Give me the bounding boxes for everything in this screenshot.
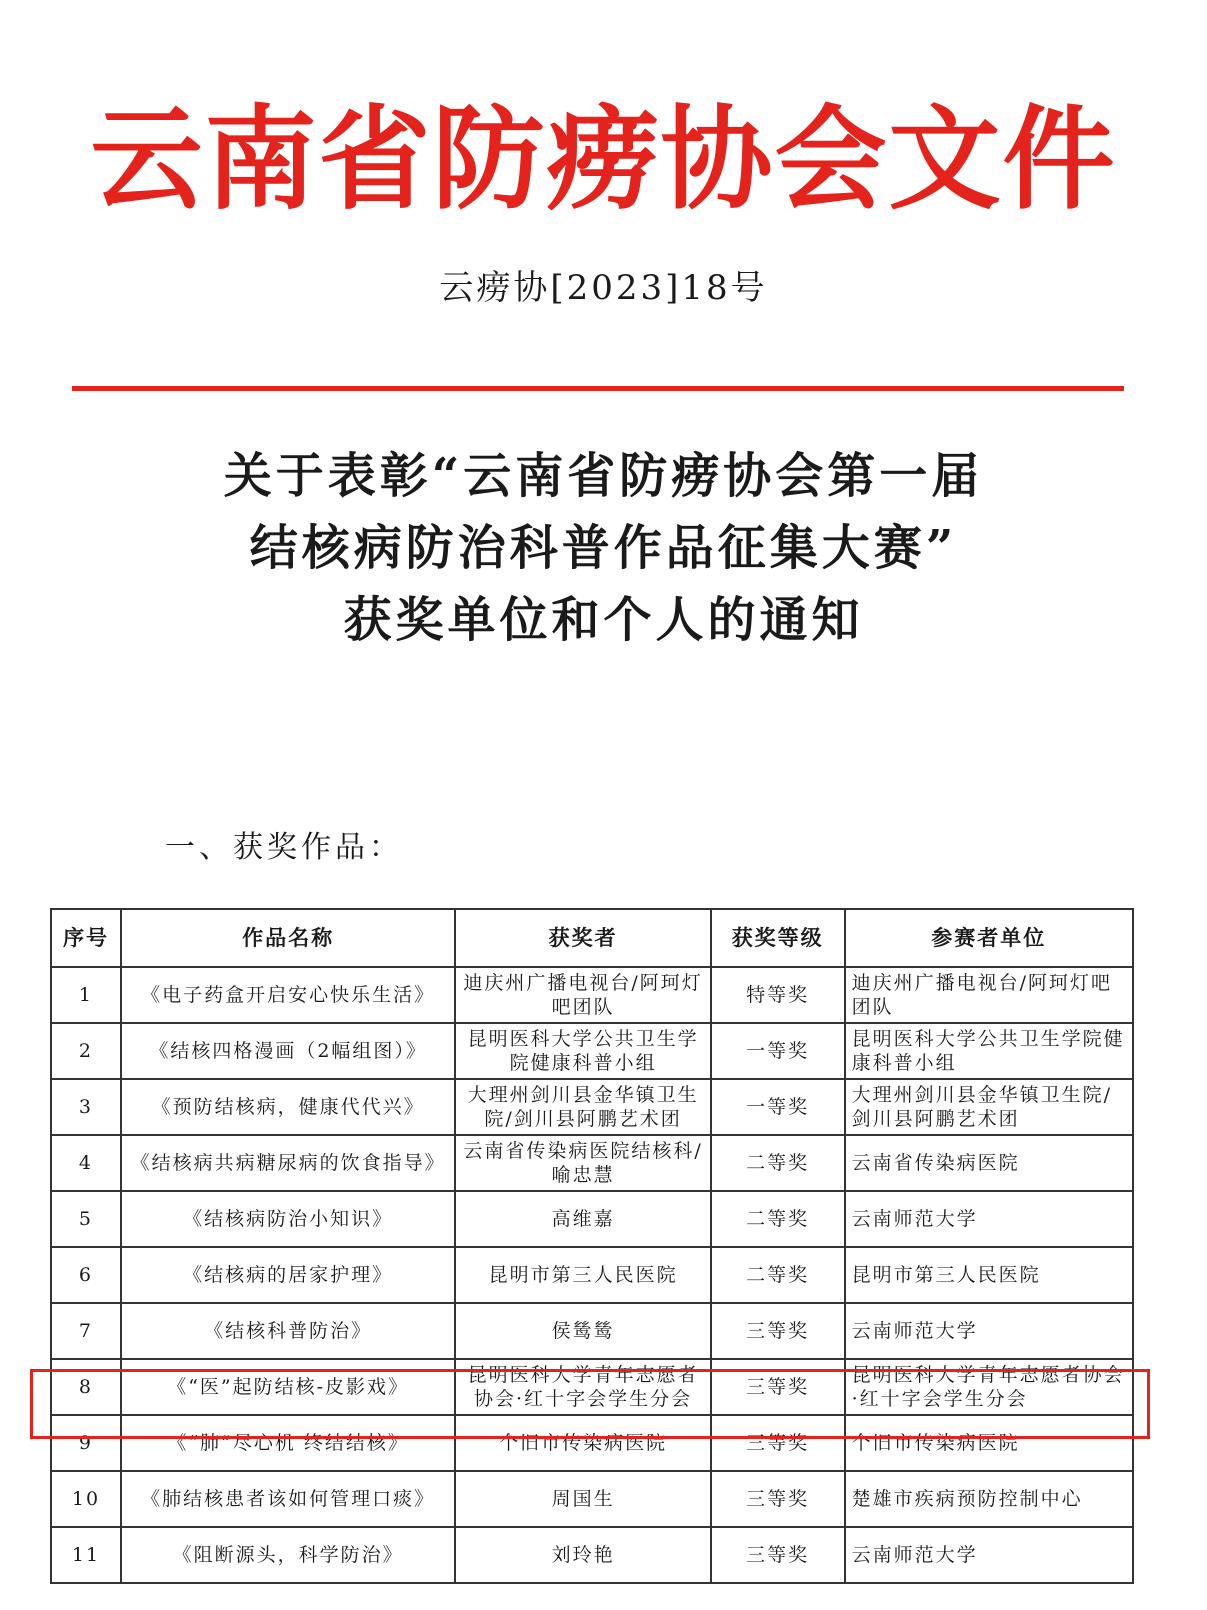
document-number: 云痨协[2023]18号 [439, 268, 768, 308]
cell-work-title: 《“肺”尽心机 终结结核》 [121, 1415, 455, 1471]
masthead-title: 云南省防痨协会文件 [90, 94, 1117, 225]
notice-title-line-3: 获奖单位和个人的通知 [343, 592, 864, 648]
cell-winner: 个旧市传染病医院 [455, 1415, 710, 1471]
red-divider-line [72, 386, 1124, 391]
cell-award-level: 一等奖 [711, 1079, 845, 1135]
header-award-level: 获奖等级 [711, 909, 845, 967]
cell-award-level: 三等奖 [711, 1359, 845, 1415]
cell-award-level: 三等奖 [711, 1471, 845, 1527]
table-row [51, 1079, 1133, 1135]
cell-index: 3 [51, 1079, 121, 1135]
cell-work-title: 《肺结核患者该如何管理口痰》 [121, 1471, 455, 1527]
cell-winner: 刘玲艳 [455, 1527, 710, 1583]
cell-index: 8 [51, 1359, 121, 1415]
table-body [51, 967, 1133, 1583]
cell-winner: 高维嘉 [455, 1191, 710, 1247]
cell-work-title: 《结核四格漫画（2幅组图）》 [121, 1023, 455, 1079]
cell-work-title: 《结核科普防治》 [121, 1303, 455, 1359]
cell-winner: 侯鸶鸶 [455, 1303, 710, 1359]
header-unit: 参赛者单位 [845, 909, 1133, 967]
cell-winner: 昆明市第三人民医院 [455, 1247, 710, 1303]
cell-unit: 昆明医科大学公共卫生学院健康科普小组 [845, 1023, 1133, 1079]
cell-index: 11 [51, 1527, 121, 1583]
cell-work-title: 《结核病共病糖尿病的饮食指导》 [121, 1135, 455, 1191]
table-row [51, 1191, 1133, 1247]
cell-award-level: 二等奖 [711, 1191, 845, 1247]
header-winner: 获奖者 [455, 909, 710, 967]
table-row [51, 1303, 1133, 1359]
cell-work-title: 《阻断源头，科学防治》 [121, 1527, 455, 1583]
table-row [51, 1359, 1133, 1415]
cell-index: 10 [51, 1471, 121, 1527]
table-row [51, 1415, 1133, 1471]
table-row [51, 1023, 1133, 1079]
cell-unit: 云南师范大学 [845, 1527, 1133, 1583]
cell-winner: 迪庆州广播电视台/阿珂灯吧团队 [455, 967, 710, 1023]
cell-index: 5 [51, 1191, 121, 1247]
cell-index: 1 [51, 967, 121, 1023]
cell-work-title: 《结核病防治小知识》 [121, 1191, 455, 1247]
awards-table [50, 908, 1134, 1584]
cell-work-title: 《“医”起防结核-皮影戏》 [121, 1359, 455, 1415]
section-heading: 一、获奖作品： [165, 830, 403, 865]
cell-work-title: 《预防结核病，健康代代兴》 [121, 1079, 455, 1135]
cell-unit: 大理州剑川县金华镇卫生院/剑川县阿鹏艺术团 [845, 1079, 1133, 1135]
header-index: 序号 [51, 909, 121, 967]
cell-award-level: 三等奖 [711, 1415, 845, 1471]
cell-unit: 昆明市第三人民医院 [845, 1247, 1133, 1303]
cell-winner: 昆明医科大学公共卫生学院健康科普小组 [455, 1023, 710, 1079]
cell-unit: 楚雄市疾病预防控制中心 [845, 1471, 1133, 1527]
notice-title-line-1: 关于表彰“云南省防痨协会第一届 [223, 448, 984, 504]
cell-award-level: 三等奖 [711, 1527, 845, 1583]
cell-award-level: 二等奖 [711, 1135, 845, 1191]
cell-index: 6 [51, 1247, 121, 1303]
header-work-title: 作品名称 [121, 909, 455, 967]
cell-winner: 大理州剑川县金华镇卫生院/剑川县阿鹏艺术团 [455, 1079, 710, 1135]
cell-unit: 昆明医科大学青年志愿者协会·红十字会学生分会 [845, 1359, 1133, 1415]
table-row [51, 1247, 1133, 1303]
cell-award-level: 二等奖 [711, 1247, 845, 1303]
cell-unit: 云南省传染病医院 [845, 1135, 1133, 1191]
table-row [51, 1135, 1133, 1191]
cell-unit: 云南师范大学 [845, 1191, 1133, 1247]
cell-winner: 周国生 [455, 1471, 710, 1527]
cell-unit: 个旧市传染病医院 [845, 1415, 1133, 1471]
cell-unit: 云南师范大学 [845, 1303, 1133, 1359]
table-header-row [51, 909, 1133, 967]
cell-index: 4 [51, 1135, 121, 1191]
cell-winner: 云南省传染病医院结核科/喻忠慧 [455, 1135, 710, 1191]
cell-award-level: 一等奖 [711, 1023, 845, 1079]
notice-title-line-2: 结核病防治科普作品征集大赛” [249, 520, 958, 576]
cell-winner: 昆明医科大学青年志愿者协会·红十字会学生分会 [455, 1359, 710, 1415]
cell-index: 9 [51, 1415, 121, 1471]
cell-index: 7 [51, 1303, 121, 1359]
cell-index: 2 [51, 1023, 121, 1079]
cell-work-title: 《电子药盒开启安心快乐生活》 [121, 967, 455, 1023]
table-row [51, 1527, 1133, 1583]
table-row [51, 967, 1133, 1023]
cell-award-level: 特等奖 [711, 967, 845, 1023]
cell-work-title: 《结核病的居家护理》 [121, 1247, 455, 1303]
table-row [51, 1471, 1133, 1527]
cell-award-level: 三等奖 [711, 1303, 845, 1359]
cell-unit: 迪庆州广播电视台/阿珂灯吧团队 [845, 967, 1133, 1023]
notice-title [0, 440, 1207, 656]
